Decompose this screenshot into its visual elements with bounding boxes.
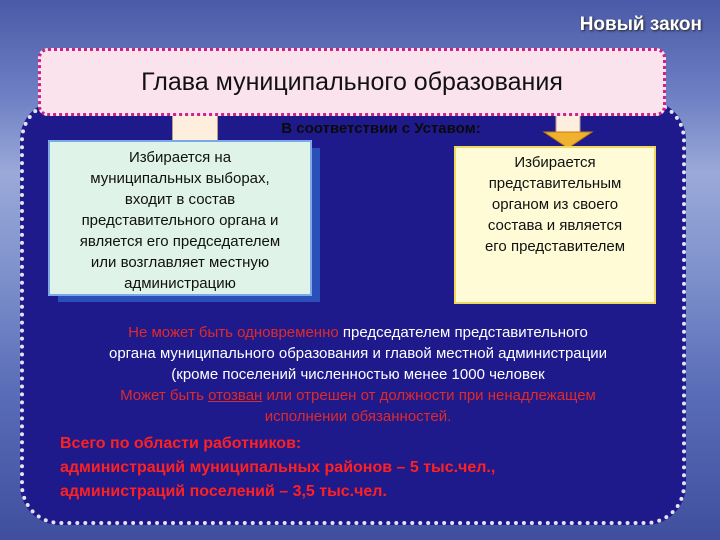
note-text: или отрешен от должности при ненадлежащем [262, 387, 596, 404]
staff-statistics [60, 432, 680, 504]
left-card-line: является его председателем [79, 233, 281, 250]
note-line: исполнении обязанностей. [264, 408, 452, 425]
header-title: Глава муниципального образования [141, 67, 563, 96]
stats-line: Всего по области работников: [60, 435, 302, 452]
left-election-card [48, 140, 312, 296]
left-card-line: представительного органа и [81, 212, 279, 229]
right-card-line: состава и является [487, 217, 623, 234]
charter-caption: В соответствии с Уставом: [281, 120, 481, 137]
stats-line: администраций муниципальных районов – 5 тыс.чел., [60, 459, 496, 476]
right-card-line: представительным [488, 175, 622, 192]
header-box [38, 48, 666, 116]
stats-line: администраций поселений – 3,5 тыс.чел. [60, 483, 387, 500]
recall-link[interactable]: отозван [208, 387, 263, 404]
left-card-line: муниципальных выборах, [90, 170, 270, 187]
right-card-line: органом из своего [491, 196, 619, 213]
note-line: органа муниципального образования и главой местной администрации [108, 345, 607, 362]
right-card-line: Избирается [514, 154, 596, 171]
note-line: (кроме поселений численностью менее 1000 человек [171, 366, 545, 383]
left-card-line: Избирается на [128, 149, 232, 166]
note-highlight: Не может быть одновременно [128, 324, 339, 341]
right-down-arrow [542, 112, 594, 150]
note-line [48, 322, 668, 343]
right-card-line: его представителем [484, 238, 626, 255]
left-card-line: или возглавляет местную [90, 254, 270, 271]
left-card-line: входит в состав [124, 191, 236, 208]
right-election-card [454, 146, 656, 304]
restrictions-notes [48, 322, 668, 427]
left-card-line: администрацию [124, 275, 236, 292]
note-line [48, 385, 668, 406]
note-text: председателем представительного [338, 324, 588, 341]
note-text: Может быть [120, 387, 209, 404]
slide-corner-title: Новый закон [579, 14, 702, 35]
